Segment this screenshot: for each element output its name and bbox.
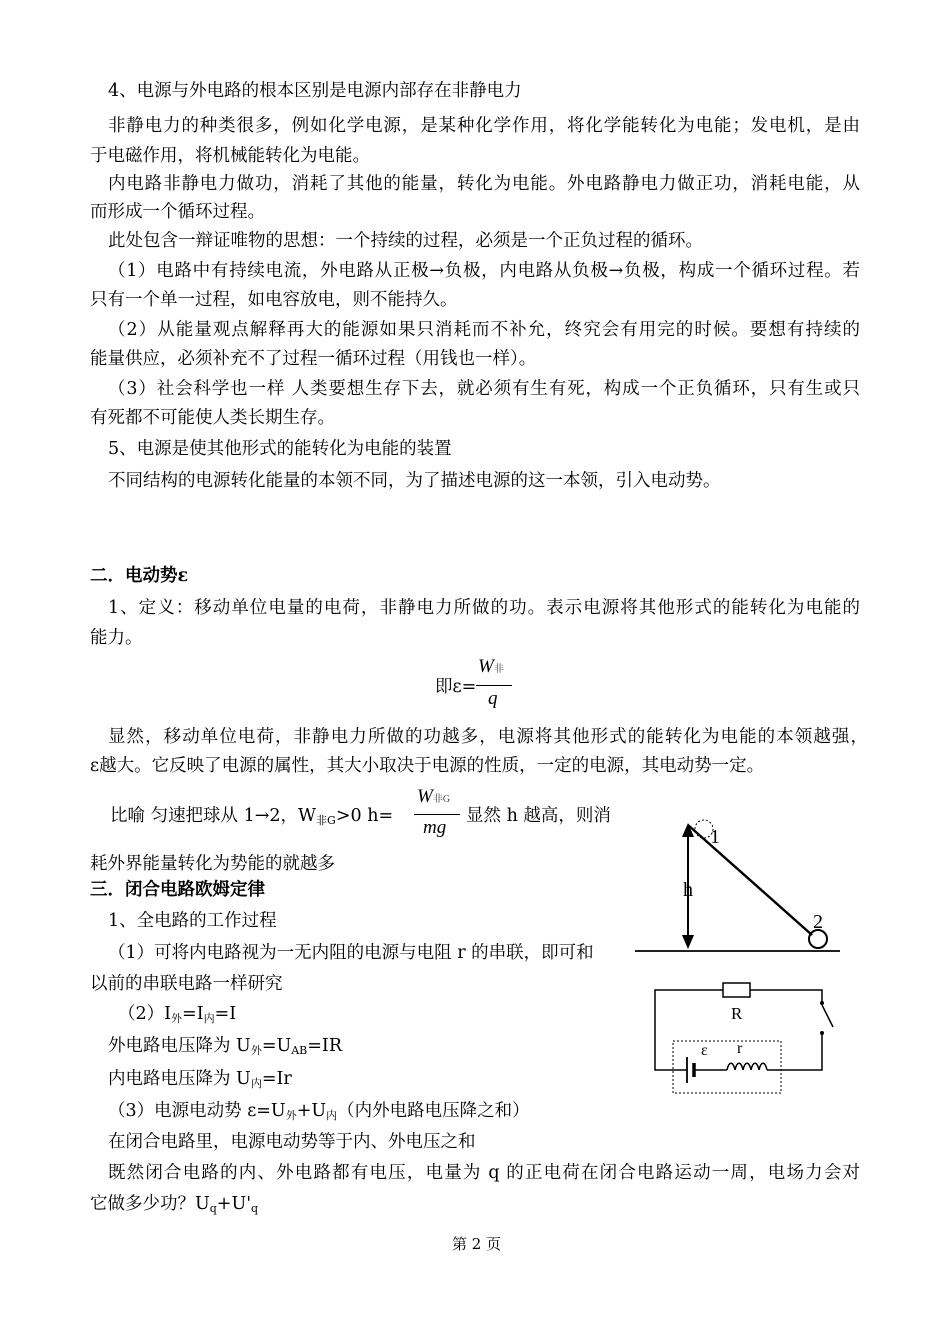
incline-slope [688, 825, 812, 935]
formula-denominator: q [488, 688, 498, 709]
fraction-bar [476, 685, 512, 686]
resistor-R [723, 983, 750, 997]
power-source-box [673, 1041, 781, 1093]
section-heading-ohm: 三．闭合电路欧姆定律 [90, 880, 265, 900]
label-h: h [683, 879, 693, 901]
paragraph-line: 既然闭合电路的内、外电路都有电压，电量为 q 的正电荷在闭合电路运动一周，电场力会对 [108, 1163, 860, 1183]
paragraph-line: （1）可将内电路视为一无内阻的电源与电阻 r 的串联，即可和 [108, 943, 594, 963]
label-2: 2 [813, 911, 823, 933]
paragraph-line: 在闭合电路里，电源电动势等于内、外电压之和 [108, 1132, 476, 1152]
label-R: R [731, 1004, 743, 1023]
equation-line: （3）电源电动势 $\varepsilon=U_外+U_内$（内外电路电压降之和） [108, 1101, 530, 1122]
paragraph-line: 于电磁作用，将机械能转化为电能。 [90, 146, 370, 166]
paragraph-line: 非静电力的种类很多，例如化学电源，是某种化学作用，将化学能转化为电能；发电机，是由 [108, 116, 860, 136]
analogy-line: 耗外界能量转化为势能的就越多 [90, 854, 335, 874]
circuit-wire-right [773, 1033, 822, 1070]
formula-denominator: mg [423, 817, 447, 838]
paragraph-line: 有死都不可能使人类长期生存。 [90, 408, 335, 428]
circuit-diagram [645, 975, 845, 1105]
switch-arm [822, 1005, 833, 1027]
height-arrow-bottom [682, 935, 694, 949]
heading-4: 4、电源与外电路的根本区别是电源内部存在非静电力 [108, 81, 522, 101]
definition-line: 能力。 [90, 628, 143, 648]
switch-contact [820, 1031, 824, 1035]
height-formula-fraction [414, 786, 464, 846]
paragraph-line: 它做多少功？$U_q+U'_q$ [90, 1194, 259, 1215]
paragraph-line: 能量供应，必须补充不了过程一循环过程（用钱也一样）。 [90, 349, 537, 369]
paragraph-line: 显然，移动单位电荷，非静电力所做的功越多，电源将其他形式的能转化为电能的本领越强， [108, 727, 868, 747]
equation-line: 内电路电压降为 $U_内=Ir$ [108, 1069, 292, 1090]
paragraph-line: 1、全电路的工作过程 [108, 911, 277, 931]
emf-formula-fraction [476, 656, 516, 716]
paragraph-line: （3）社会科学也一样 人类要想生存下去，就必须有生有死，构成一个正负循环，只有生或只 [108, 379, 860, 399]
page-number: 第 2 页 [452, 1235, 502, 1253]
analogy-line: 显然 h 越高，则消 [466, 806, 611, 826]
internal-resistor-coil [727, 1063, 767, 1070]
paragraph-line: 只有一个单一过程，如电容放电，则不能持久。 [90, 290, 458, 310]
formula-prefix: 即ε= [435, 677, 477, 697]
paragraph-line: 不同结构的电源转化能量的本领不同，为了描述电源的这一本领，引入电动势。 [108, 471, 721, 491]
paragraph-line: 而形成一个循环过程。 [90, 202, 265, 222]
paragraph-line: （1）电路中有持续电流，外电路从正极→负极，内电路从负极→负极，构成一个循环过程。若 [108, 261, 860, 281]
circuit-wire-left [655, 990, 723, 1070]
circuit-wire-top-right [750, 990, 822, 1002]
heading-5: 5、电源是使其他形式的能转化为电能的装置 [108, 439, 452, 459]
section-heading-emf: 二．电动势ε [90, 566, 189, 586]
formula-numerator: W非G [417, 786, 451, 807]
paragraph-line: 以前的串联电路一样研究 [90, 974, 283, 994]
equation-line: $(2)I_外=I_内=I$ [118, 1004, 237, 1025]
paragraph-line: （2）从能量观点解释再大的能源如果只消耗而不补允，终究会有用完的时候。要想有持续的 [108, 320, 860, 340]
analogy-line: 比喻 匀速把球从 1→2，$W_{非G}>0$ h= [110, 806, 394, 827]
definition-line: 1、定义：移动单位电量的电荷，非静电力所做的功。表示电源将其他形式的能转化为电能的 [108, 598, 860, 618]
incline-diagram [630, 805, 850, 960]
equation-line: 外电路电压降为 $U_外=U_{AB}=IR$ [108, 1036, 343, 1057]
formula-numerator: W非 [478, 656, 504, 677]
switch-contact [820, 1001, 824, 1005]
paragraph-line: 此处包含一辩证唯物的思想：一个持续的过程，必须是一个正负过程的循环。 [108, 231, 703, 251]
fraction-bar [414, 814, 460, 815]
paragraph-line: 内电路非静电力做功，消耗了其他的能量，转化为电能。外电路静电力做正功，消耗电能，从 [108, 174, 860, 194]
label-1: 1 [710, 826, 720, 848]
label-r: r [737, 1040, 743, 1057]
paragraph-line: ε越大。它反映了电源的属性，其大小取决于电源的性质，一定的电源，其电动势一定。 [90, 756, 765, 776]
label-epsilon: ε [701, 1042, 708, 1059]
